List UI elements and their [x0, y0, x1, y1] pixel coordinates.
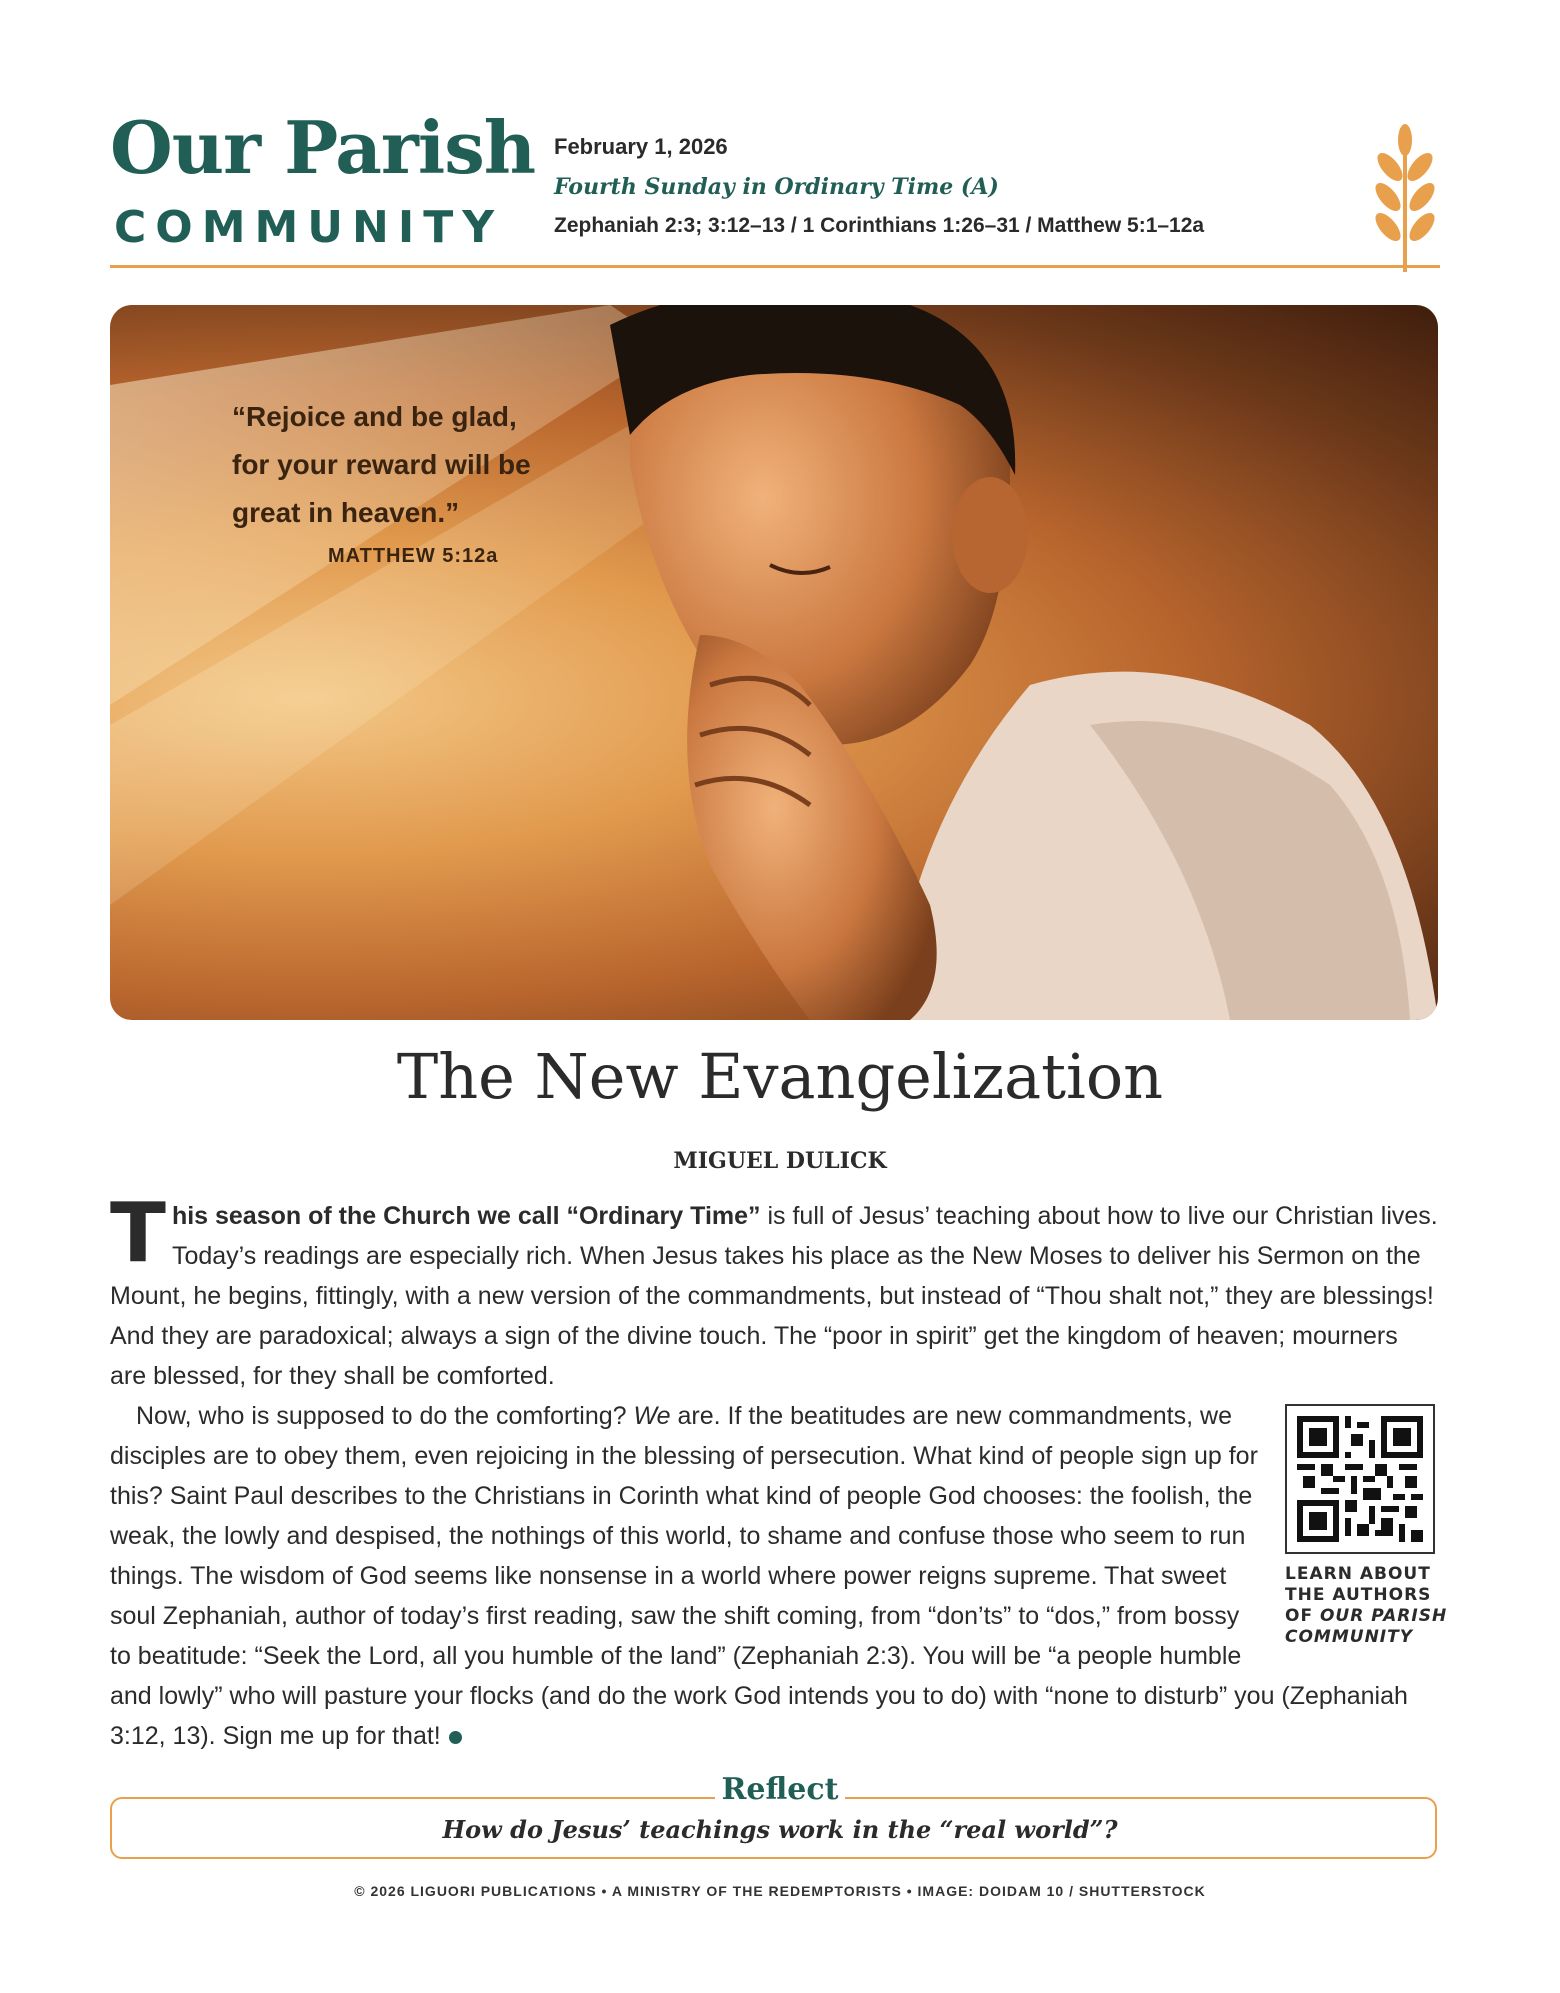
qr-code[interactable] — [1285, 1404, 1435, 1554]
newsletter-subtitle: COMMUNITY — [114, 202, 504, 253]
hero-image — [110, 305, 1438, 1020]
scripture-quote-reference: MATTHEW 5:12a — [328, 545, 499, 567]
lead-in: his season of the Church we call “Ordinary Time” — [171, 1202, 761, 1230]
liturgical-day: Fourth Sunday in Ordinary Time (A) — [554, 174, 999, 200]
end-mark-icon — [449, 1731, 462, 1744]
paragraph-2-text: are. If the beatitudes are new commandments, we disciples are to obey them, even rejoicing in the blessing of persecution. What kind of people sign up for this? Saint Paul describes to the Christians in Corinth what kind of people God chooses: the foolish, the weak, the lowly and despised, the nothings of this world, to shame and confuse those who seem to run things. The wisdom of God seems like nonsense in a world where power reigns supreme. That sweet soul Zephaniah, author of today’s first reading, saw the shift coming, from “don’ts” to “dos,” from bossy to beatitude: “Seek the Lord, all you humble of the land” (Zephaniah 2:3). You will be “a people humble and lowly” who will pasture your flocks (and do the work God intends you to do) with “none to disturb” you (Zephaniah 3:12, 13). Sign me up for that! — [110, 1402, 1408, 1750]
paragraph-2-start: Now, who is supposed to do the comforting? — [136, 1402, 634, 1430]
drop-cap: T — [110, 1186, 166, 1281]
wheat-icon — [1370, 122, 1440, 272]
reflect-heading: Reflect — [715, 1772, 844, 1807]
reflect-heading-wrap — [0, 1772, 1560, 1807]
qr-caption-line-1: LEARN ABOUT — [1285, 1564, 1431, 1584]
qr-caption-line-4: COMMUNITY — [1285, 1627, 1414, 1647]
article-paragraph-1 — [110, 1186, 1440, 1396]
masthead — [110, 105, 1440, 272]
scripture-readings: Zephaniah 2:3; 3:12–13 / 1 Corinthians 1:26–31 / Matthew 5:1–12a — [554, 214, 1205, 237]
qr-code-icon — [1297, 1416, 1423, 1542]
scripture-quote: “Rejoice and be glad, for your reward will be great in heaven.” — [232, 401, 531, 528]
paragraph-1-text: is full of Jesus’ teaching about how to live our Christian lives. Today’s readings are especially rich. When Jesus takes his place as the New Moses to deliver his Sermon on the Mount, he begins, fittingly, with a new version of the commandments, but instead of “Thou shalt not,” they are blessings! And they are paradoxical; always a sign of the divine touch. The “poor in spirit” get the kingdom of heaven; mourners are blessed, for they shall be comforted. — [110, 1202, 1438, 1390]
qr-caption — [1285, 1564, 1447, 1648]
qr-caption-line-2: THE AUTHORS — [1285, 1585, 1432, 1605]
article-paragraph-2 — [110, 1396, 1440, 1756]
masthead-divider — [110, 265, 1440, 268]
article-body — [110, 1186, 1440, 1756]
reflect-question: How do Jesus’ teachings work in the “real world”? — [442, 1815, 1118, 1844]
copyright-footer: © 2026 LIGUORI PUBLICATIONS • A MINISTRY OF THE REDEMPTORISTS • IMAGE: DOIDAM 10 / SHUTTERSTOCK — [354, 1883, 1206, 1899]
issue-date: February 1, 2026 — [554, 134, 728, 159]
paragraph-2-emphasis: We — [633, 1402, 671, 1430]
qr-caption-line-3 — [1285, 1606, 1447, 1627]
qr-caption-line-3-emphasis: OUR PARISH — [1319, 1606, 1448, 1626]
article-title: The New Evangelization — [396, 1040, 1164, 1113]
qr-caption-line-3-prefix: OF — [1285, 1606, 1320, 1626]
issue-info — [554, 134, 1204, 238]
newsletter-title: Our Parish — [110, 105, 536, 190]
article-author: MIGUEL DULICK — [673, 1148, 887, 1174]
